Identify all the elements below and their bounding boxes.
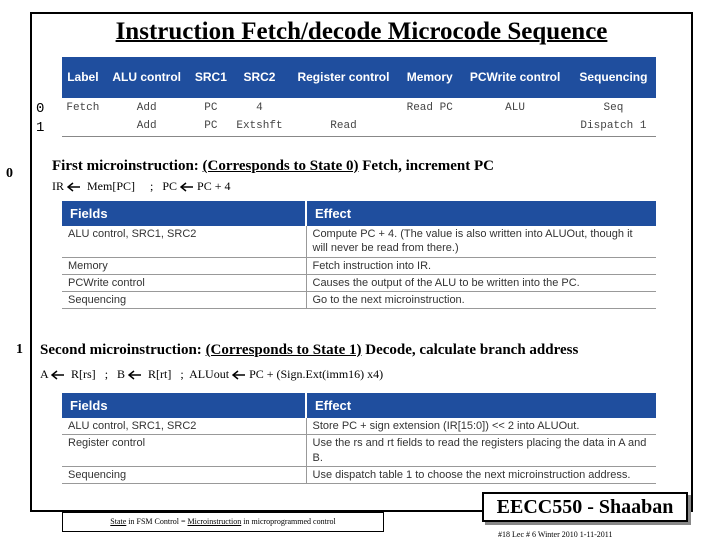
caption-box: State in FSM Control = Microinstruction in microprogrammed control — [62, 512, 384, 532]
microcode-header-cell: Sequencing — [571, 57, 656, 98]
state-number-0: 0 — [6, 166, 13, 181]
left-arrow-icon — [232, 370, 246, 380]
microcode-header-cell: Memory — [400, 57, 459, 98]
effect-cell: Causes the output of the ALU to be written into the PC. — [306, 274, 656, 291]
microcode-cell: 4 — [256, 101, 263, 114]
microcode-cell — [459, 117, 571, 136]
state0-description: First microinstruction: (Corresponds to State 0) Fetch, increment PC — [52, 158, 495, 174]
microcode-row — [62, 98, 656, 117]
field-cell: PCWrite control — [62, 274, 306, 291]
effect-cell: Use dispatch table 1 to choose the next microinstruction address. — [306, 466, 656, 483]
left-arrow-icon — [51, 370, 65, 380]
microcode-cell: Add — [136, 120, 157, 133]
fields-header: Fields — [62, 393, 306, 418]
state1-description: Second microinstruction: (Corresponds to State 1) Decode, calculate branch address — [40, 342, 579, 358]
microcode-cell: Read PC — [406, 101, 453, 114]
microcode-header-cell: SRC1 — [190, 57, 233, 98]
microcode-table-header — [62, 57, 656, 98]
microcode-cell: PC — [204, 120, 218, 133]
microcode-row-number: 0 — [36, 101, 45, 117]
field-cell: ALU control, SRC1, SRC2 — [62, 418, 306, 435]
left-arrow-icon — [128, 370, 142, 380]
fields-row — [62, 274, 656, 291]
effect-cell: Go to the next microinstruction. — [306, 292, 656, 309]
microcode-header-cell: ALU control — [104, 57, 190, 98]
fields-row — [62, 226, 656, 257]
fields-row — [62, 257, 656, 274]
field-cell: Memory — [62, 257, 306, 274]
effect-cell: Use the rs and rt fields to read the registers placing the data in A and B. — [306, 435, 656, 467]
microcode-cell: ALU — [505, 101, 525, 114]
microcode-header-cell: SRC2 — [232, 57, 287, 98]
microcode-cell: Extshft — [236, 120, 283, 133]
microcode-cell: Dispatch 1 — [580, 120, 647, 133]
effect-cell: Fetch instruction into IR. — [306, 257, 656, 274]
fields-table-header — [62, 201, 656, 226]
effect-header: Effect — [306, 201, 656, 226]
state0-fields-table — [62, 201, 656, 309]
fields-row — [62, 292, 656, 309]
microcode-cell: Add — [136, 101, 157, 114]
microcode-row — [62, 117, 656, 136]
slide-footer: #18 Lec # 6 Winter 2010 1-11-2011 — [498, 530, 613, 539]
microcode-cell: PC — [204, 101, 218, 114]
microcode-header-cell: PCWrite control — [459, 57, 571, 98]
microcode-cell: Seq — [603, 101, 624, 114]
fields-table-header — [62, 393, 656, 418]
microcode-header-cell: Label — [62, 57, 104, 98]
microcode-cell — [400, 117, 459, 136]
effect-cell: Store PC + sign extension (IR[15:0]) << 2 into ALUOut. — [306, 418, 656, 435]
left-arrow-icon — [180, 182, 194, 192]
slide-title: Instruction Fetch/decode Microcode Sequence — [115, 18, 608, 45]
microcode-cell — [62, 117, 104, 136]
field-cell: Sequencing — [62, 292, 306, 309]
microcode-table — [62, 57, 656, 137]
state0-rtl: IR Mem[PC] ; PC PC + 4 — [52, 179, 231, 193]
fields-row — [62, 435, 656, 467]
state-number-1: 1 — [16, 342, 23, 357]
fields-header: Fields — [62, 201, 306, 226]
course-badge: EECC550 - Shaaban — [482, 492, 688, 522]
microcode-cell — [287, 98, 400, 117]
field-cell: Register control — [62, 435, 306, 467]
microcode-header-cell: Register control — [287, 57, 400, 98]
field-cell: Sequencing — [62, 466, 306, 483]
microcode-cell: Read — [330, 120, 357, 133]
left-arrow-icon — [67, 182, 81, 192]
state1-fields-table — [62, 393, 656, 484]
effect-header: Effect — [306, 393, 656, 418]
fields-row — [62, 466, 656, 483]
fields-row — [62, 418, 656, 435]
microcode-cell: Fetch — [66, 101, 100, 114]
microcode-row-number: 1 — [36, 120, 45, 136]
effect-cell: Compute PC + 4. (The value is also written into ALUOut, though it will never be read from there.) — [306, 226, 656, 257]
field-cell: ALU control, SRC1, SRC2 — [62, 226, 306, 257]
state1-rtl: A R[rs] ; B R[rt] ; ALUout PC + (Sign.Ext(imm16) x4) — [40, 367, 384, 381]
